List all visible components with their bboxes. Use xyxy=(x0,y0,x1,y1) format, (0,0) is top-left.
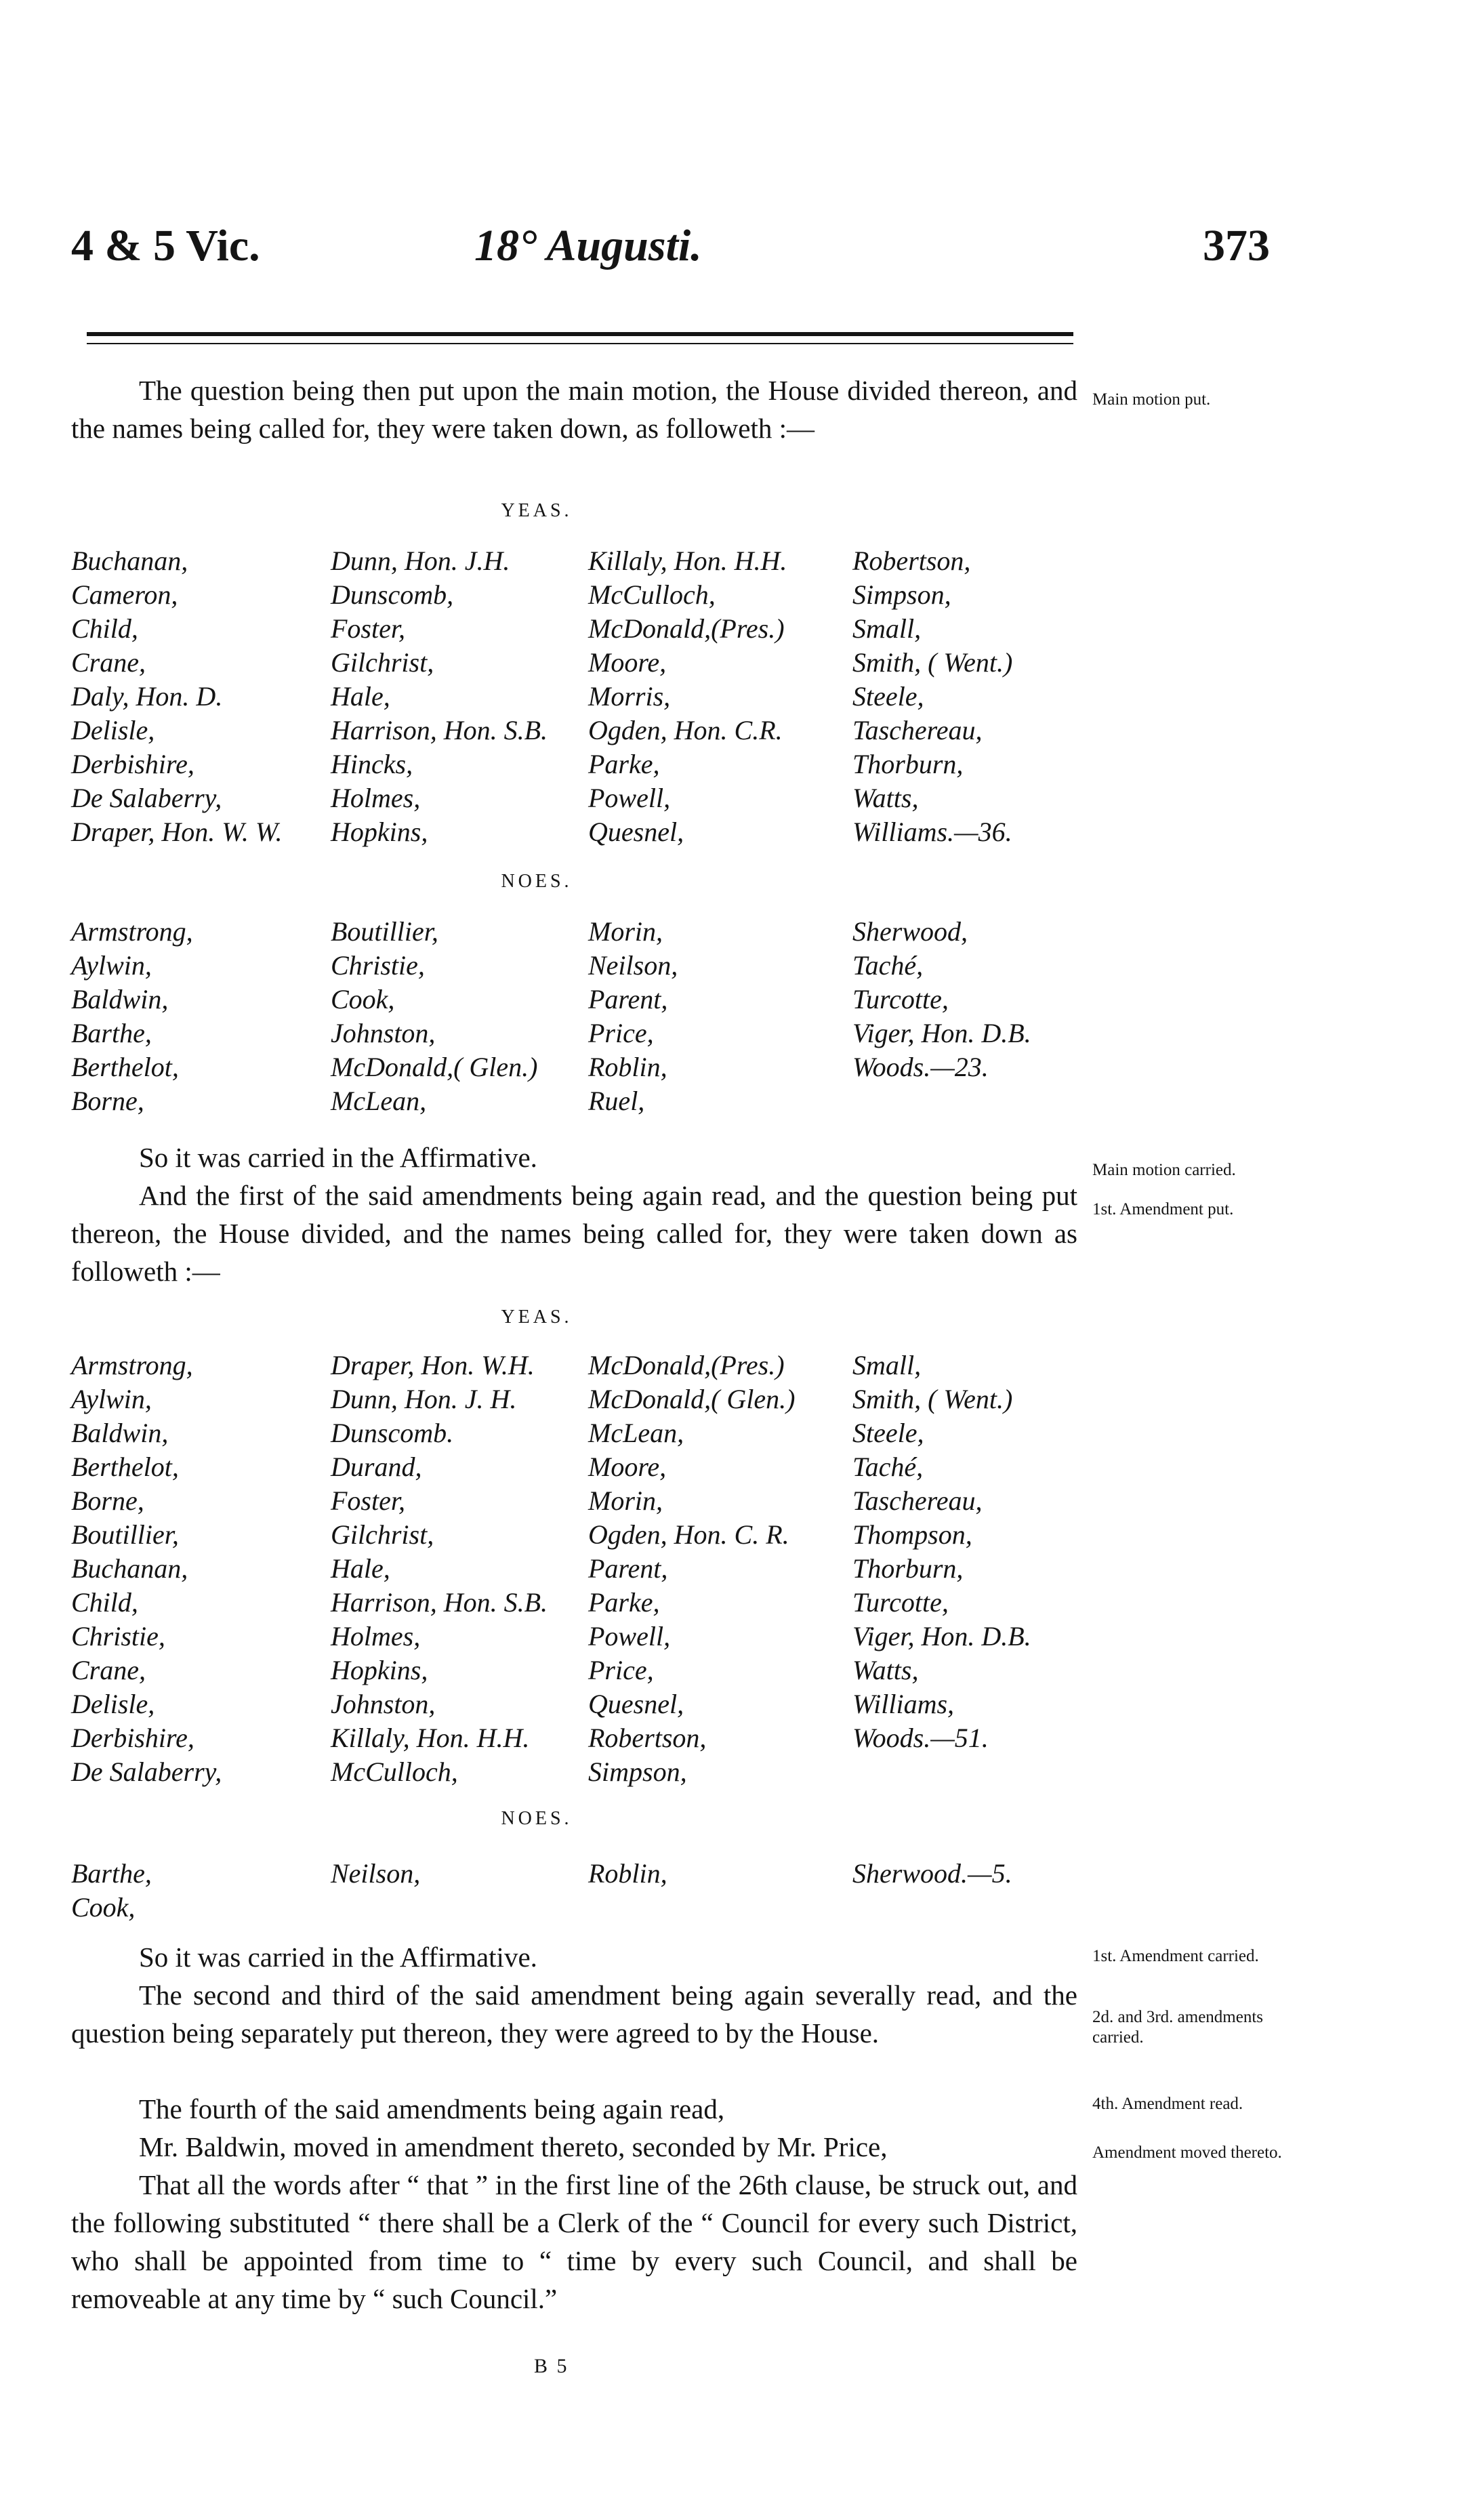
division-1-no-name: Boutillier, xyxy=(331,916,438,947)
division-2-yea-name: Small, xyxy=(852,1350,922,1380)
division-2-yea-name: Steele, xyxy=(852,1418,924,1448)
division-2-yea-name: Holmes, xyxy=(331,1621,421,1651)
division-1-yea-name: Parke, xyxy=(588,749,660,779)
paragraph-fourth-amendment: The fourth of the said amendments being again read, xyxy=(139,2093,725,2124)
margin-note-amendment-moved: Amendment moved thereto. xyxy=(1092,2143,1282,2162)
division-1-yea-name: Killaly, Hon. H.H. xyxy=(588,546,787,576)
division-2-yea-name: McDonald,( Glen.) xyxy=(588,1384,796,1414)
division-2-yea-name: Powell, xyxy=(588,1621,671,1651)
division-1-yea-name: Moore, xyxy=(588,647,667,678)
division-1-yea-name: Crane, xyxy=(71,647,146,678)
division-2-yea-name: Boutillier, xyxy=(71,1519,179,1550)
division-1-yea-name: Morris, xyxy=(588,681,671,712)
division-1-yea-name: McDonald,(Pres.) xyxy=(588,613,785,644)
division-2-yea-name: Ogden, Hon. C. R. xyxy=(588,1519,789,1550)
division-1-yea-name: Foster, xyxy=(331,613,405,644)
division-2-yea-name: Parke, xyxy=(588,1587,660,1618)
division-2-yea-name: Dunscomb. xyxy=(331,1418,454,1448)
division-2-yea-name: Viger, Hon. D.B. xyxy=(852,1621,1031,1651)
division-1-yea-name: De Salaberry, xyxy=(71,783,222,813)
division-1-yea-name: Gilchrist, xyxy=(331,647,434,678)
margin-note-first-amendment-put: 1st. Amendment put. xyxy=(1092,1200,1234,1218)
division-1-yea-name: Daly, Hon. D. xyxy=(71,681,223,712)
division-1-no-name: Borne, xyxy=(71,1086,144,1116)
division-1-yea-name: Smith, ( Went.) xyxy=(852,647,1013,678)
division-2-yea-name: Woods.—51. xyxy=(852,1723,989,1753)
margin-note-main-motion-carried: Main motion carried. xyxy=(1092,1161,1236,1179)
division-2-yea-name: Price, xyxy=(588,1655,654,1685)
division-2-yea-name: Child, xyxy=(71,1587,138,1618)
division-2-yea-name: Christie, xyxy=(71,1621,165,1651)
division-1-yea-name: Draper, Hon. W. W. xyxy=(71,817,283,847)
division-1-no-name: Turcotte, xyxy=(852,984,949,1014)
division-1-yea-name: Robertson, xyxy=(852,546,971,576)
division-1-no-name: Woods.—23. xyxy=(852,1052,989,1082)
margin-note-second-third-carried: 2d. and 3rd. amendments carried. xyxy=(1092,2008,1264,2047)
division-1-no-name: Sherwood, xyxy=(852,916,968,947)
margin-note-main-motion-put: Main motion put. xyxy=(1092,390,1211,409)
division-2-yea-name: Berthelot, xyxy=(71,1452,179,1482)
division-2-yea-name: Foster, xyxy=(331,1485,405,1516)
division-2-yea-name: Hale, xyxy=(331,1553,390,1584)
division-2-yea-name: Moore, xyxy=(588,1452,667,1482)
division-2-yea-name: Smith, ( Went.) xyxy=(852,1384,1013,1414)
division-2-yea-name: Turcotte, xyxy=(852,1587,949,1618)
header-rule xyxy=(87,332,1073,336)
division-1-no-name: McDonald,( Glen.) xyxy=(331,1052,538,1082)
division-1-no-name: Ruel, xyxy=(588,1086,645,1116)
margin-note-first-amendment-carried: 1st. Amendment carried. xyxy=(1092,1947,1259,1965)
division-2-no-name: Barthe, xyxy=(71,1858,152,1889)
division-1-no-name: Aylwin, xyxy=(71,950,152,981)
division-1-yea-name: Dunn, Hon. J.H. xyxy=(331,546,510,576)
division-2-no-name: Sherwood.—5. xyxy=(852,1858,1012,1889)
division-2-no-name: Cook, xyxy=(71,1892,136,1923)
division-2-yea-name: Derbishire, xyxy=(71,1723,194,1753)
division-1-yea-name: Taschereau, xyxy=(852,715,983,745)
division-2-yea-name: Hopkins, xyxy=(331,1655,428,1685)
division-1-yea-name: Cameron, xyxy=(71,579,178,610)
division-2-yea-name: Johnston, xyxy=(331,1689,436,1719)
division-1-no-name: Cook, xyxy=(331,984,395,1014)
division-1-no-name: Berthelot, xyxy=(71,1052,179,1082)
division-1-noes-heading: NOES. xyxy=(501,871,573,892)
division-1-no-name: Barthe, xyxy=(71,1018,152,1048)
paragraph-main-motion: The question being then put upon the main motion, the House divided thereon, and the names being called for, they were taken down, as followeth :— xyxy=(71,375,1077,444)
division-1-no-name: Viger, Hon. D.B. xyxy=(852,1018,1031,1048)
division-1-yea-name: Watts, xyxy=(852,783,919,813)
division-2-yea-name: Williams, xyxy=(852,1689,955,1719)
division-1-yea-name: Small, xyxy=(852,613,922,644)
division-2-yea-name: Watts, xyxy=(852,1655,919,1685)
division-1-yea-name: Hale, xyxy=(331,681,390,712)
paragraph-baldwin-motion: Mr. Baldwin, moved in amendment thereto, seconded by Mr. Price, xyxy=(139,2131,888,2162)
division-1-yea-name: Williams.—36. xyxy=(852,817,1012,847)
division-1-yea-name: Steele, xyxy=(852,681,924,712)
division-2-yea-name: Quesnel, xyxy=(588,1689,684,1719)
paragraph-first-amendment: And the first of the said amendments being again read, and the question being put thereon, the House divided, and the names being called for, they were taken down as followeth :— xyxy=(71,1180,1077,1287)
division-1-yea-name: Quesnel, xyxy=(588,817,684,847)
division-1-no-name: Neilson, xyxy=(588,950,678,981)
division-2-yea-name: Buchanan, xyxy=(71,1553,188,1584)
division-2-yea-name: Taché, xyxy=(852,1452,924,1482)
division-2-yea-name: Taschereau, xyxy=(852,1485,983,1516)
division-1-yea-name: Simpson, xyxy=(852,579,951,610)
division-1-yeas-heading: YEAS. xyxy=(501,500,573,521)
division-2-yea-name: Simpson, xyxy=(588,1757,687,1787)
division-2-yea-name: Crane, xyxy=(71,1655,146,1685)
division-1-yea-name: Derbishire, xyxy=(71,749,194,779)
division-1-yea-name: Holmes, xyxy=(331,783,421,813)
division-2-yea-name: Killaly, Hon. H.H. xyxy=(331,1723,530,1753)
division-1-yea-name: Ogden, Hon. C.R. xyxy=(588,715,783,745)
division-2-yea-name: Robertson, xyxy=(588,1723,707,1753)
division-1-no-name: Christie, xyxy=(331,950,425,981)
division-1-no-name: Armstrong, xyxy=(71,916,193,947)
division-1-yea-name: Buchanan, xyxy=(71,546,188,576)
division-1-no-name: Baldwin, xyxy=(71,984,169,1014)
division-1-no-name: Morin, xyxy=(588,916,663,947)
division-1-no-name: Roblin, xyxy=(588,1052,667,1082)
paragraph-amendment-text: That all the words after “ that ” in the first line of the 26th clause, be struck out, and the following substituted “ there shall be a Clerk of the “ Council for every such District, who shall be appointed from time to “ time by every such Council, and shall be removeable at any time by “ such Council.” xyxy=(71,2169,1077,2314)
division-2-yea-name: Armstrong, xyxy=(71,1350,193,1380)
paragraph-carried-2: So it was carried in the Affirmative. xyxy=(139,1942,537,1973)
division-2-yea-name: Aylwin, xyxy=(71,1384,152,1414)
division-2-yea-name: Delisle, xyxy=(71,1689,155,1719)
division-2-yea-name: Parent, xyxy=(588,1553,668,1584)
division-2-no-name: Neilson, xyxy=(331,1858,421,1889)
division-2-yea-name: Dunn, Hon. J. H. xyxy=(331,1384,517,1414)
division-1-yea-name: Delisle, xyxy=(71,715,155,745)
division-1-no-name: Parent, xyxy=(588,984,668,1014)
division-1-no-name: Johnston, xyxy=(331,1018,436,1048)
division-2-yea-name: McCulloch, xyxy=(331,1757,458,1787)
division-1-yea-name: Hopkins, xyxy=(331,817,428,847)
division-2-yea-name: Harrison, Hon. S.B. xyxy=(331,1587,548,1618)
division-1-no-name: McLean, xyxy=(331,1086,427,1116)
printer-signature: B 5 xyxy=(534,2355,569,2377)
division-2-yea-name: Draper, Hon. W.H. xyxy=(331,1350,535,1380)
division-2-yea-name: Gilchrist, xyxy=(331,1519,434,1550)
division-2-noes-heading: NOES. xyxy=(501,1808,573,1829)
division-2-yea-name: Morin, xyxy=(588,1485,663,1516)
division-2-yea-name: Durand, xyxy=(331,1452,422,1482)
division-2-yeas-heading: YEAS. xyxy=(501,1307,573,1328)
division-1-yea-name: Powell, xyxy=(588,783,671,813)
division-2-no-name: Roblin, xyxy=(588,1858,667,1889)
running-head-date: 18° Augusti. xyxy=(474,221,702,270)
running-head-session: 4 & 5 Vic. xyxy=(71,221,260,270)
division-1-no-name: Taché, xyxy=(852,950,924,981)
page-number: 373 xyxy=(1203,221,1270,270)
margin-note-fourth-amendment-read: 4th. Amendment read. xyxy=(1092,2095,1243,2113)
division-2-yea-name: Thompson, xyxy=(852,1519,972,1550)
division-1-yea-name: Dunscomb, xyxy=(331,579,454,610)
division-2-yea-name: De Salaberry, xyxy=(71,1757,222,1787)
paragraph-carried-1: So it was carried in the Affirmative. xyxy=(139,1142,537,1173)
division-2-yea-name: McLean, xyxy=(588,1418,684,1448)
division-1-yea-name: Hincks, xyxy=(331,749,413,779)
division-2-yea-name: Thorburn, xyxy=(852,1553,964,1584)
division-1-yea-name: McCulloch, xyxy=(588,579,716,610)
division-2-yea-name: Borne, xyxy=(71,1485,144,1516)
paragraph-second-third-amendments: The second and third of the said amendment being again severally read, and the question being separately put thereon, they were agreed to by the House. xyxy=(71,1979,1077,2049)
header-rule-thin xyxy=(87,343,1073,344)
division-1-yea-name: Thorburn, xyxy=(852,749,964,779)
division-2-yea-name: McDonald,(Pres.) xyxy=(588,1350,785,1380)
division-2-yea-name: Baldwin, xyxy=(71,1418,169,1448)
division-1-no-name: Price, xyxy=(588,1018,654,1048)
division-1-yea-name: Child, xyxy=(71,613,138,644)
division-1-yea-name: Harrison, Hon. S.B. xyxy=(331,715,548,745)
